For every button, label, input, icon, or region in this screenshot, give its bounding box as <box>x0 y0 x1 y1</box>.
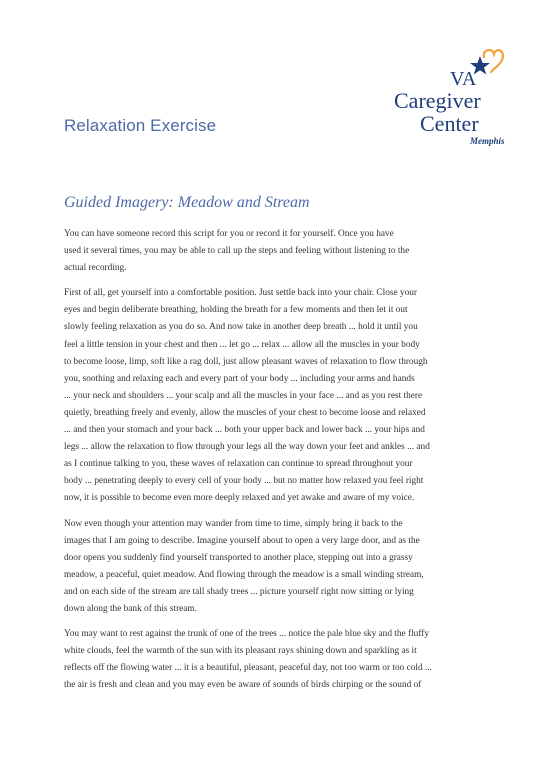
paragraph-line: you, soothing and relaxing each and every part of your body ... including your arms and hands <box>64 373 415 384</box>
paragraph-line: door opens you suddenly find yourself transported to another place, stepping out into a grassy <box>64 552 413 563</box>
paragraph-line: the air is fresh and clean and you may even be aware of sounds of birds chirping or the sound of <box>64 680 422 691</box>
paragraph-line: legs ... allow the relaxation to flow through your legs all the way down your feet and ankles ... and <box>64 442 430 453</box>
paragraph-line: eyes and begin deliberate breathing, holding the breath for a few moments and then let it out <box>64 305 408 316</box>
logo-text-caregiver: Caregiver <box>394 88 481 113</box>
paragraph-line: quietly, breathing freely and evenly, allow the muscles of your chest to become loose and relaxed <box>64 407 426 418</box>
paragraph-line: You may want to rest against the trunk of one of the trees ... notice the pale blue sky and the fluffy <box>64 629 429 640</box>
paragraph-line: body ... penetrating deeply to every cell of your body ... but no matter how relaxed you feel right <box>64 476 424 487</box>
logo-text-memphis: Memphis <box>470 136 505 146</box>
body-paragraph <box>64 285 490 507</box>
paragraph-line: slowly feeling relaxation as you do so. And now take in another deep breath ... hold it until you <box>64 322 418 333</box>
body-paragraph <box>64 626 490 694</box>
logo-text-va: VA <box>450 68 477 90</box>
logo-text-center: Center <box>420 111 479 136</box>
paragraph-line: You can have someone record this script for you or record it for yourself. Once you have <box>64 229 394 239</box>
paragraph-line: meadow, a peaceful, quiet meadow. And flowing through the meadow is a small winding stream, <box>64 569 424 580</box>
paragraph-line: feel a little tension in your chest and then ... let go ... relax ... allow all the muscles in your body <box>64 339 420 350</box>
paragraph-line: to become loose, limp, soft like a rag doll, just allow pleasant waves of relaxation to flow through <box>64 356 428 367</box>
paragraph-line: now, it is possible to become even more deeply relaxed and yet awake and aware of my voice. <box>64 493 415 504</box>
paragraph-line: images that I am going to describe. Imagine yourself about to open a very large door, and as the <box>64 535 420 546</box>
paragraph-line: reflects off the flowing water ... it is a beautiful, pleasant, peaceful day, not too warm or too cold ... <box>64 663 432 674</box>
paragraph-line: First of all, get yourself into a comfortable position. Just settle back into your chair. Close your <box>64 288 417 299</box>
paragraph-line: ... your neck and shoulders ... your scalp and all the muscles in your face ... and as you rest there <box>64 390 423 401</box>
body-paragraph <box>64 516 490 619</box>
paragraph-line: used it several times, you may be able to call up the steps and feeling without listening to the <box>64 246 410 257</box>
body-paragraph <box>64 226 490 277</box>
document-title: Guided Imagery: Meadow and Stream <box>64 194 310 211</box>
document-body <box>64 226 490 702</box>
paragraph-line: Now even though your attention may wander from time to time, simply bring it back to the <box>64 518 403 529</box>
section-title: Relaxation Exercise <box>64 116 217 135</box>
va-caregiver-logo-icon <box>388 47 528 147</box>
paragraph-line: and on each side of the stream are tall shady trees ... picture yourself right now sitting or lying <box>64 586 414 597</box>
paragraph-line: down along the bank of this stream. <box>64 603 197 614</box>
va-caregiver-center-logo <box>388 47 528 147</box>
paragraph-line: white clouds, feel the warmth of the sun with its pleasant rays shining down and sparkling as it <box>64 646 417 657</box>
paragraph-line: ... and then your stomach and your back ... both your upper back and lower back ... your hips and <box>64 425 425 436</box>
paragraph-line: as I continue talking to you, these waves of relaxation can continue to spread throughout your <box>64 459 413 470</box>
paragraph-line: actual recording. <box>64 263 127 274</box>
